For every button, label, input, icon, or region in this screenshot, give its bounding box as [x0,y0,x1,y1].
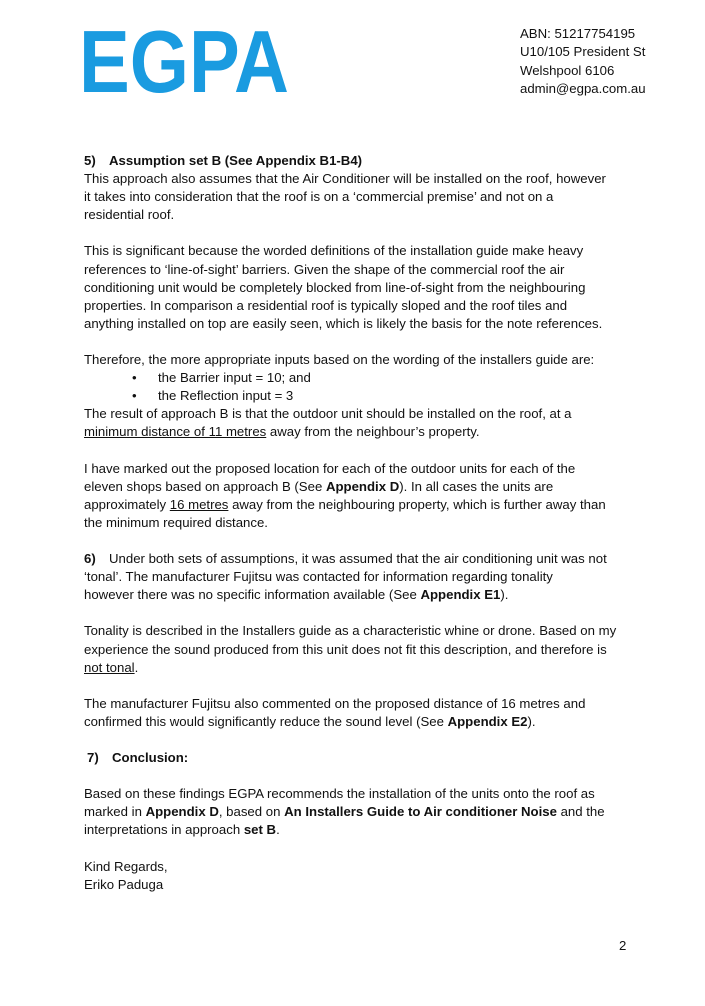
paragraph-line: approximately 16 metres away from the neighbouring property, which is further away than [84,496,606,512]
paragraph-line: This is significant because the worded definitions of the installation guide make heavy [84,243,584,259]
paragraph-line: Tonality is described in the Installers guide as a characteristic whine or drone. Based on my [84,623,617,639]
paragraph-line: the minimum required distance. [84,514,268,530]
appendix-reference: Appendix D [325,478,400,494]
paragraph-line: not tonal. [84,659,139,675]
paragraph-line: properties. In comparison a residential roof is typically sloped and the roof tiles and [84,297,568,313]
paragraph-line: I have marked out the proposed location for each of the outdoor units for each of the [84,460,576,476]
appendix-reference: Appendix E1 [420,587,501,603]
paragraph-line: marked in Appendix D, based on An Installers Guide to Air conditioner Noise and the [84,804,605,820]
underlined-text: minimum distance of 11 metres [84,424,267,440]
paragraph-line: anything installed on top are easily seen, which is likely the basis for the note references. [84,315,603,331]
appendix-reference: Appendix E2 [447,713,528,729]
suburb-line: Welshpool 6106 [520,62,615,78]
section-7-number: 7) [87,750,99,766]
underlined-text: not tonal [84,659,135,675]
letter-body [84,152,644,894]
paragraph-line: experience the sound produced from this unit does not fit this description, and therefore is [84,641,607,657]
section-5-number: 5) [84,153,96,168]
paragraph-line: ‘tonal’. The manufacturer Fujitsu was contacted for information regarding tonality [84,569,553,585]
bullet-icon: • [132,388,137,404]
paragraph-line: confirmed this would significantly reduce the sound level (See Appendix E2). [84,713,536,729]
section-6-paragraph: 6) Under both sets of assumptions, it was assumed that the air conditioning unit was not [84,550,644,568]
bullet-item [84,387,644,405]
email-line: admin@egpa.com.au [520,80,646,96]
bullet-item [84,369,644,387]
section-7-heading [84,749,644,767]
page-number: 2 [619,938,627,953]
section-6-number: 6) [84,551,96,567]
paragraph-line: residential roof. [84,207,175,223]
section-7-title: Conclusion: [112,750,189,766]
signoff-regards: Kind Regards, [84,858,168,874]
paragraph-line: The result of approach B is that the outdoor unit should be installed on the roof, at a [84,406,572,422]
company-address [520,25,646,98]
appendix-reference: Appendix D [145,804,219,820]
paragraph-line: Based on these findings EGPA recommends the installation of the units onto the roof as [84,786,595,802]
paragraph-line: however there was no specific information available (See Appendix E1). [84,587,509,603]
paragraph-line: interpretations in approach set B. [84,822,280,838]
paragraph-line: references to ‘line-of-sight’ barriers. Given the shape of the commercial roof the air [84,261,565,277]
street-line: U10/105 President St [520,44,646,60]
section-5-title: Assumption set B (See Appendix B1-B4) [109,153,363,168]
paragraph-line: conditioning unit would be completely blocked from line-of-sight from the neighbouring [84,279,586,295]
egpa-logo [79,12,289,111]
approach-reference: set B [243,822,277,838]
underlined-text: 16 metres [169,496,229,512]
egpa-logo-graphic [79,12,289,111]
paragraph-line: eleven shops based on approach B (See Appendix D). In all cases the units are [84,478,554,494]
bullet-text: the Reflection input = 3 [158,388,294,404]
section-5-heading [84,152,644,170]
guide-title: An Installers Guide to Air conditioner Noise [284,804,557,820]
bullet-text: the Barrier input = 10; and [158,370,311,386]
logo-text: EGPA [79,12,289,111]
bullet-icon: • [132,370,137,386]
paragraph-line: it takes into consideration that the roof is on a ‘commercial premise’ and not on a [84,189,554,205]
paragraph-line: Therefore, the more appropriate inputs based on the wording of the installers guide are: [84,352,595,368]
paragraph-line: The manufacturer Fujitsu also commented on the proposed distance of 16 metres and [84,695,586,711]
paragraph-line: This approach also assumes that the Air Conditioner will be installed on the roof, however [84,171,606,187]
signoff-name: Eriko Paduga [84,876,164,892]
abn-line: ABN: 51217754195 [520,26,636,41]
paragraph-line: minimum distance of 11 metres away from the neighbour’s property. [84,424,480,440]
